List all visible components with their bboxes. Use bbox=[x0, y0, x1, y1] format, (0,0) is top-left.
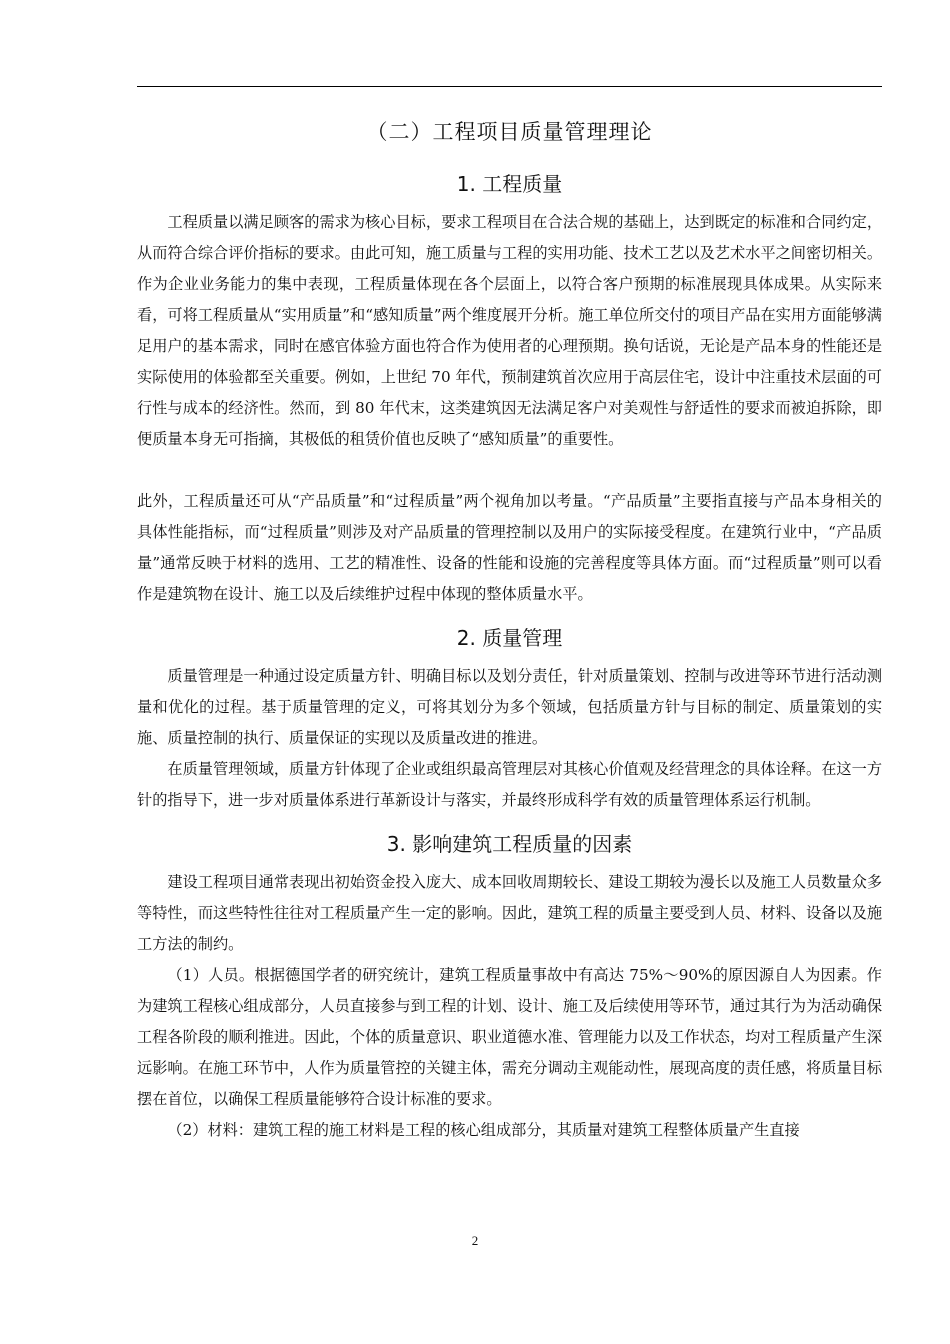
section-title: （二）工程项目质量管理理论 bbox=[366, 120, 653, 144]
page-number: 2 bbox=[471, 1233, 479, 1248]
paragraph: 工程质量以满足顾客的需求为核心目标，要求工程项目在合法合规的基础上，达到既定的标准和合同约定，从而符合综合评价指标的要求。由此可知，施工质量与工程的实用功能、技术工艺以及艺术水平之间密切相关。作为企业业务能力的集中表现，工程质量体现在各个层面上，以符合客户预期的标准展现具体成果。从实际来看，可将工程质量从“实用质量”和“感知质量”两个维度展开分析。施工单位所交付的项目产品在实用方面能够满足用户的基本需求，同时在感官体验方面也符合作为使用者的心理预期。换句话说，无论是产品本身的性能还是实际使用的体验都至关重要。例如，上世纪 70 年代，预制建筑首次应用于高层住宅，设计中注重技术层面的可行性与成本的经济性。然而，到 80 年代末，这类建筑因无法满足客户对美观性与舒适性的要求而被迫拆除，即便质量本身无可指摘，其极低的租赁价值也反映了“感知质量”的重要性。 bbox=[137, 213, 882, 448]
subsection-heading-quality-management: 2. 质量管理 bbox=[456, 626, 563, 650]
paragraph: 此外，工程质量还可从“产品质量”和“过程质量”两个视角加以考量。“产品质量”主要指直接与产品本身相关的具体性能指标，而“过程质量”则涉及对产品质量的管理控制以及用户的实际接受程度。在建筑行业中，“产品质量”通常反映于材料的选用、工艺的精准性、设备的性能和设施的完善程度等具体方面。而“过程质量”则可以看作是建筑物在设计、施工以及后续维护过程中体现的整体质量水平。 bbox=[137, 492, 882, 603]
subsection-heading-quality: 1. 工程质量 bbox=[456, 172, 563, 196]
page-content bbox=[137, 116, 882, 1146]
paragraph: （2）材料：建筑工程的施工材料是工程的核心组成部分，其质量对建筑工程整体质量产生直接 bbox=[167, 1121, 800, 1139]
subsection-heading-influencing-factors: 3. 影响建筑工程质量的因素 bbox=[386, 832, 633, 856]
paragraph: 质量管理是一种通过设定质量方针、明确目标以及划分责任，针对质量策划、控制与改进等环节进行活动测量和优化的过程。基于质量管理的定义，可将其划分为多个领域，包括质量方针与目标的制定、质量策划的实施、质量控制的执行、质量保证的实现以及质量改进的推进。 bbox=[137, 667, 882, 747]
paragraph: 在质量管理领域，质量方针体现了企业或组织最高管理层对其核心价值观及经营理念的具体诠释。在这一方针的指导下，进一步对质量体系进行革新设计与落实，并最终形成科学有效的质量管理体系运行机制。 bbox=[137, 760, 882, 809]
header-rule bbox=[137, 86, 882, 87]
paragraph: 建设工程项目通常表现出初始资金投入庞大、成本回收周期较长、建设工期较为漫长以及施工人员数量众多等特性，而这些特性往往对工程质量产生一定的影响。因此，建筑工程的质量主要受到人员、材料、设备以及施工方法的制约。 bbox=[137, 873, 882, 953]
paragraph: （1）人员。根据德国学者的研究统计，建筑工程质量事故中有高达 75%～90%的原因源自人为因素。作为建筑工程核心组成部分，人员直接参与到工程的计划、设计、施工及后续使用等环节，通过其行为为活动确保工程各阶段的顺利推进。因此，个体的质量意识、职业道德水准、管理能力以及工作状态，均对工程质量产生深远影响。在施工环节中，人作为质量管控的关键主体，需充分调动主观能动性，展现高度的责任感，将质量目标摆在首位，以确保工程质量能够符合设计标准的要求。 bbox=[137, 966, 882, 1108]
